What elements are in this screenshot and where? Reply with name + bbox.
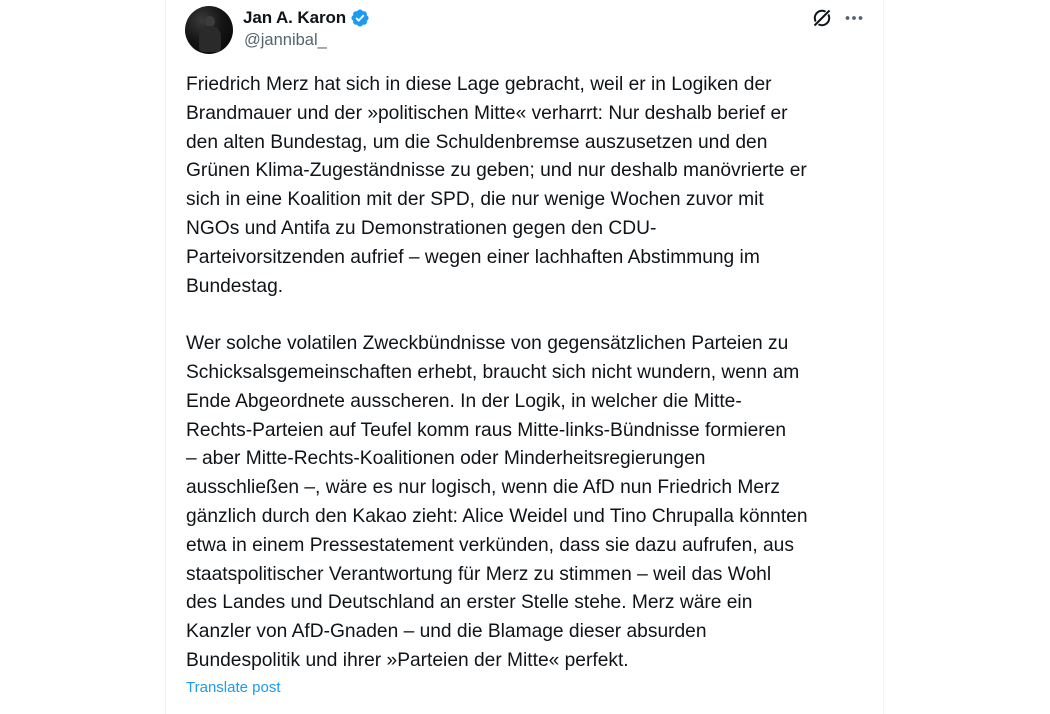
grok-icon[interactable] — [811, 7, 833, 29]
post-text-line: gänzlich durch den Kakao zieht: Alice Weidel und Tino Chrupalla könnten — [186, 505, 808, 527]
post-text-line: den alten Bundestag, um die Schuldenbremse auszusetzen und den — [186, 131, 768, 153]
translate-post-link[interactable]: Translate post — [186, 679, 281, 696]
post-text-line: Kanzler von AfD-Gnaden – und die Blamage dieser absurden — [186, 621, 707, 643]
post-text-line: Schicksalsgemeinschaften erhebt, braucht sich nicht wundern, wenn am — [186, 361, 800, 383]
post-text-line: Parteivorsitzenden aufrief – wegen einer lachhaften Abstimmung im — [186, 246, 760, 268]
post-text-line: Rechts-Parteien auf Teufel komm raus Mitte-links-Bündnisse formieren — [186, 419, 787, 441]
post-text-line: – aber Mitte-Rechts-Koalitionen oder Minderheitsregierungen — [186, 448, 706, 470]
post-text-line: des Landes und Deutschland an erster Stelle stehe. Merz wäre ein — [186, 592, 753, 614]
post-text-line: staatspolitischer Verantwortung für Merz zu stimmen – weil das Wohl — [186, 563, 772, 585]
paragraph-gap — [186, 301, 876, 330]
author-display-name[interactable]: Jan A. Karon — [243, 8, 347, 27]
more-options-icon[interactable] — [843, 7, 865, 29]
avatar-figure — [199, 26, 221, 52]
post-text-line: Grünen Klima-Zugeständnisse zu geben; und nur deshalb manövrierte er — [186, 160, 807, 182]
post-text-line: Friedrich Merz hat sich in diese Lage gebracht, weil er in Logiken der — [186, 74, 772, 95]
post-text-line: etwa in einem Pressestatement verkünden, dass sie dazu aufrufen, aus — [186, 534, 794, 556]
avatar[interactable] — [185, 6, 233, 54]
post-text-line: ausschließen –, wäre es nur logisch, wenn die AfD nun Friedrich Merz — [186, 477, 781, 499]
post-text-line: sich in eine Koalition mit der SPD, die nur wenige Wochen zuvor mit — [186, 189, 764, 211]
post-card — [165, 0, 884, 714]
author-name-row — [243, 7, 370, 29]
post-text-line: Brandmauer und der »politischen Mitte« verharrt: Nur deshalb berief er — [186, 102, 788, 124]
post-text-line: Bundestag. — [186, 275, 284, 297]
post-text-line: NGOs und Antifa zu Demonstrationen gegen den CDU- — [186, 217, 657, 239]
post-text-line: Wer solche volatilen Zweckbündnisse von gegensätzlichen Parteien zu — [186, 333, 789, 355]
post-text-line: Ende Abgeordnete ausscheren. In der Logik, in welcher die Mitte- — [186, 390, 742, 412]
post-text-line: Bundespolitik und ihrer »Parteien der Mitte« perfekt. — [186, 649, 629, 671]
verified-badge-icon[interactable] — [350, 8, 370, 28]
post-text — [186, 71, 876, 676]
author-handle[interactable]: @jannibal_ — [244, 31, 327, 49]
